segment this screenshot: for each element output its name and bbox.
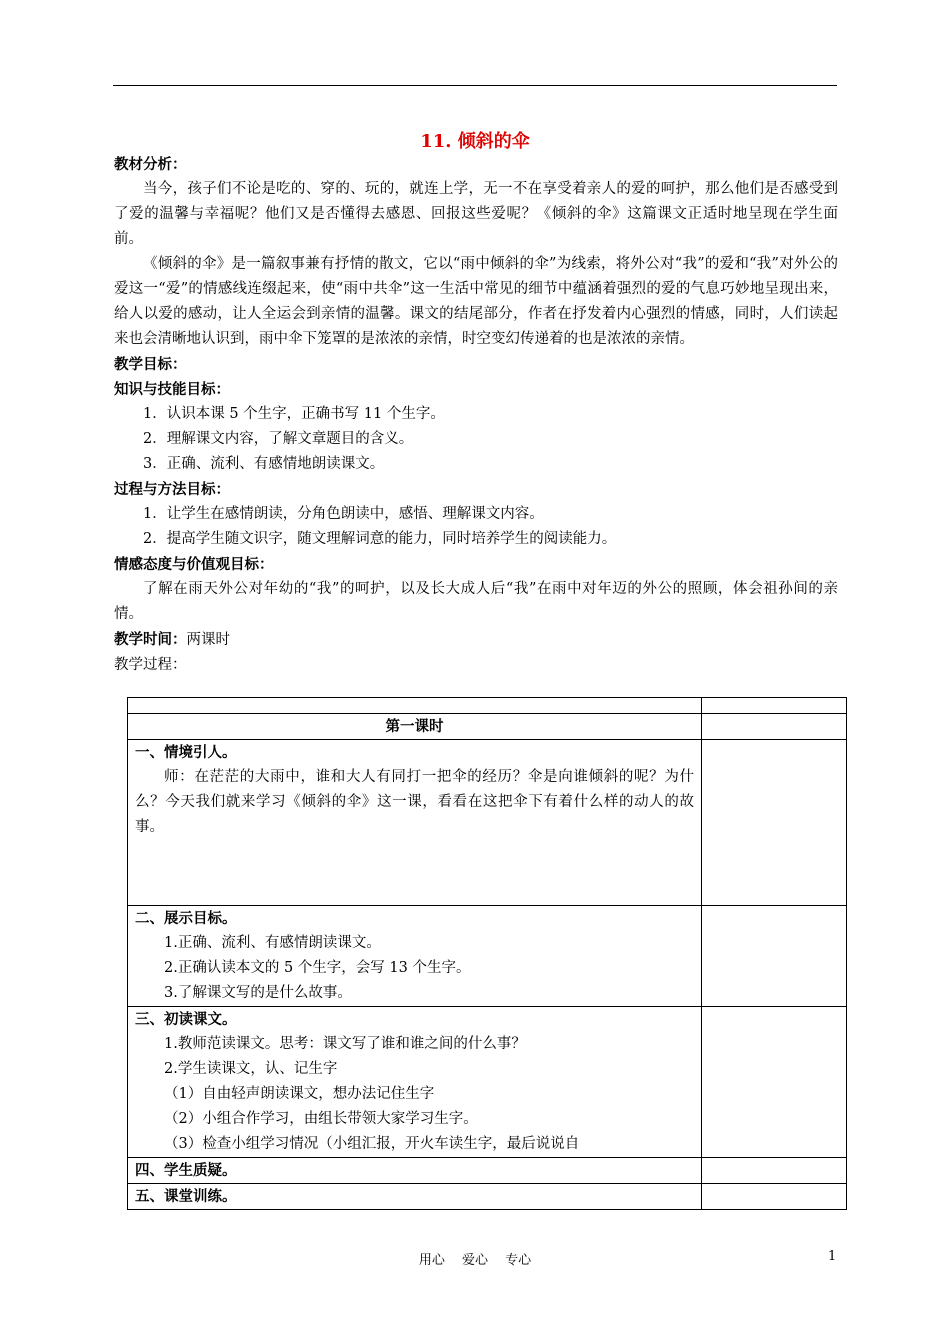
section-1-title: 一、情境引人。 (135, 744, 237, 761)
footer-motto: 用心 爱心 专心 (418, 1253, 532, 1268)
analysis-paragraph-2: 《倾斜的伞》是一篇叙事兼有抒情的散文，它以“雨中倾斜的伞”为线索，将外公对“我”的爱和“我”对外公的爱这一“爱”的情感线连缀起来，使“雨中共伞”这一生活中常见的细节中蕴涵着强烈的爱的气息巧妙地呈现出来，给人以爱的感动，让人全运会到亲情的温馨。课文的结尾部分，作者在抒发着内心强烈的情感，同时，人们读起来也会清晰地认识到，雨中伞下笼罩的是浓浓的亲情，时空变幻传递着的也是浓浓的亲情。 (114, 256, 838, 347)
section-2-item: 3.了解课文写的是什么故事。 (164, 985, 352, 1001)
header-rule (113, 85, 837, 86)
lesson-title-cell: 第一课时 (128, 714, 702, 740)
teaching-process-label: 教学过程： (114, 657, 187, 673)
teaching-time (114, 627, 838, 653)
table-row (128, 1007, 847, 1158)
page-title: 11. 倾斜的伞 (420, 131, 530, 152)
teaching-time-value: 两课时 (186, 632, 230, 648)
section-3-item: （3）检查小组学习情况（小组汇报，开火车读生字，最后说说自 (164, 1136, 580, 1152)
knowledge-item: 1．认识本课 5 个生字，正确书写 11 个生字。 (143, 406, 445, 422)
process-goal-item: 2．提高学生随文识字，随文理解词意的能力，同时培养学生的阅读能力。 (143, 531, 617, 547)
process-goal-heading: 过程与方法目标： (114, 481, 230, 498)
section-1-cell (128, 740, 702, 906)
page-number: 1 (828, 1249, 837, 1264)
knowledge-item: 3．正确、流利、有感情地朗读课文。 (143, 456, 385, 472)
section-3-item: （2）小组合作学习，由组长带领大家学习生字。 (164, 1111, 478, 1127)
goals-heading: 教学目标： (114, 356, 187, 373)
analysis-paragraph-1: 当今，孩子们不论是吃的、穿的、玩的，就连上学，无一不在享受着亲人的爱的呵护，那么他们是否感受到了爱的温馨与幸福呢？他们又是否懂得去感恩、回报这些爱呢？《倾斜的伞》这篇课文正适时地呈现在学生面前。 (114, 181, 838, 247)
section-3-item: （1）自由轻声朗读课文，想办法记住生字 (164, 1086, 435, 1102)
section-3-cell (128, 1007, 702, 1158)
section-2-title: 二、展示目标。 (135, 910, 237, 927)
table-row (128, 906, 847, 1007)
section-3-item: 1.教师范读课文。思考：课文写了谁和谁之间的什么事？ (164, 1036, 526, 1052)
section-3-item: 2.学生读课文，认、记生字 (164, 1061, 338, 1077)
section-2-item: 2.正确认读本文的 5 个生字，会写 13 个生字。 (164, 960, 471, 976)
analysis-section (114, 152, 838, 678)
process-goal-item: 1．让学生在感情朗读，分角色朗读中，感悟、理解课文内容。 (143, 506, 544, 522)
knowledge-item: 2．理解课文内容，了解文章题目的含义。 (143, 431, 414, 447)
section-4-title: 四、学生质疑。 (128, 1158, 702, 1184)
table-row (128, 1158, 847, 1184)
table-row (128, 1184, 847, 1210)
section-2-cell (128, 906, 702, 1007)
emotion-goal-text: 了解在雨天外公对年幼的“我”的呵护，以及长大成人后“我”在雨中对年迈的外公的照顾，体会祖孙间的亲情。 (114, 581, 838, 622)
section-1-text: 师：在茫茫的大雨中，谁和大人有同打一把伞的经历？伞是向谁倾斜的呢？为什么？今天我们就来学习《倾斜的伞》这一课，看看在这把伞下有着什么样的动人的故事。 (135, 769, 694, 835)
teaching-time-label: 教学时间： (114, 631, 187, 648)
section-2-item: 1.正确、流利、有感情朗读课文。 (164, 935, 381, 951)
section-5-title: 五、课堂训练。 (128, 1184, 702, 1210)
table-row (128, 698, 847, 714)
analysis-heading: 教材分析： (114, 156, 187, 173)
knowledge-heading: 知识与技能目标： (114, 381, 230, 398)
emotion-goal-heading: 情感态度与价值观目标： (114, 556, 274, 573)
table-row (128, 714, 847, 740)
table-row (128, 740, 847, 906)
lesson-table (127, 697, 847, 1210)
section-3-title: 三、初读课文。 (135, 1011, 237, 1028)
